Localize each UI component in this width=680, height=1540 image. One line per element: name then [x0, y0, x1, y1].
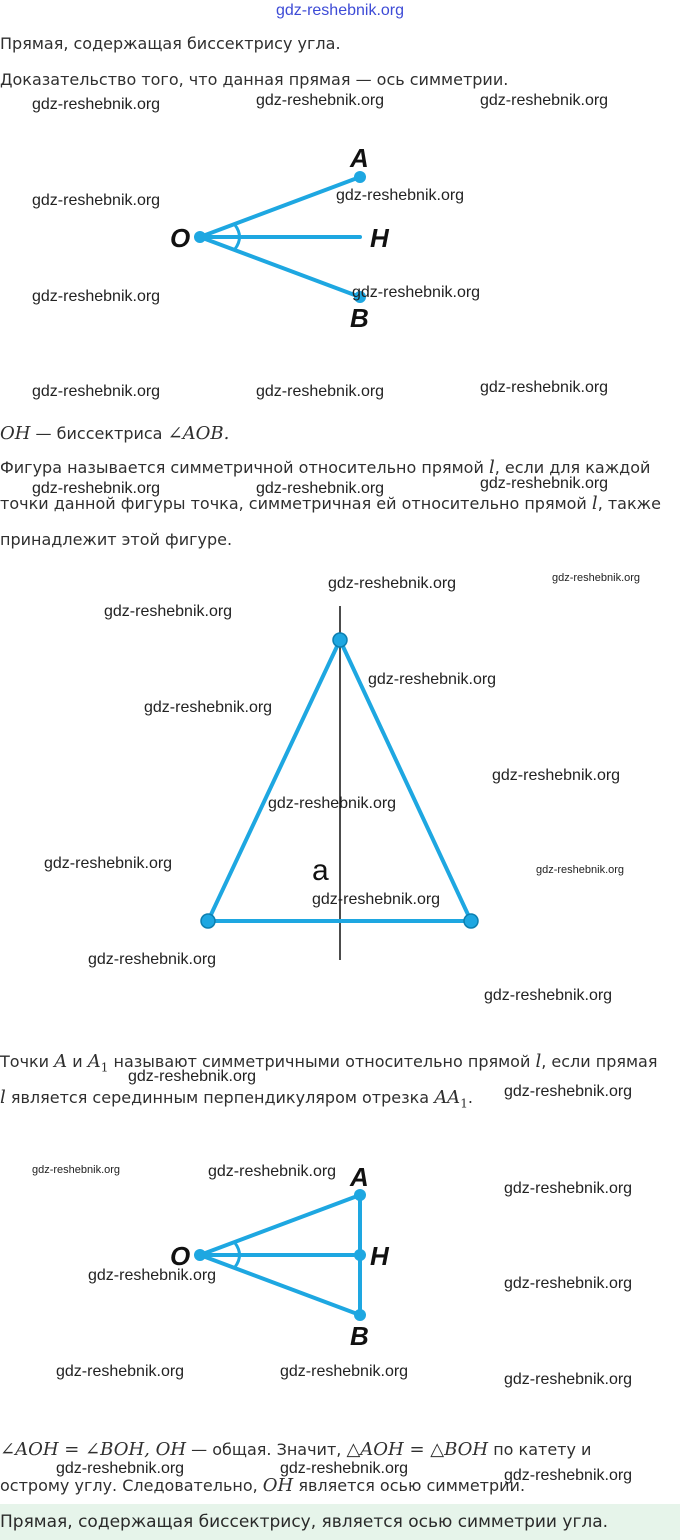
text-line-2: Доказательство того, что данная прямая — ось симметрии.	[0, 70, 509, 89]
label-o: O	[170, 1241, 191, 1271]
math-oh: OH	[262, 1475, 294, 1496]
proof-text-3: острому углу. Следовательно,	[0, 1476, 263, 1495]
math-aa1-base: AA	[434, 1087, 461, 1108]
conclusion-text: Прямая, содержащая биссектрису, является осью симметрии угла.	[0, 1512, 609, 1532]
math-l: l	[488, 457, 495, 478]
math-aa1-sub: 1	[460, 1096, 468, 1111]
watermark: gdz-reshebnik.org	[536, 864, 625, 876]
proof-text-4: является осью симметрии.	[293, 1476, 526, 1495]
watermark: gdz-reshebnik.org	[504, 1275, 633, 1292]
point-o	[194, 231, 206, 243]
proof-text-2: по катету и	[488, 1440, 592, 1459]
watermark: gdz-reshebnik.org	[504, 1371, 633, 1388]
label-a: A	[350, 143, 369, 173]
watermark: gdz-reshebnik.org	[44, 855, 173, 872]
point-o	[194, 1249, 206, 1261]
math-angles-equal: ∠AOH = ∠BOH, OH	[0, 1439, 187, 1460]
point-b	[354, 1309, 366, 1321]
def-text-1: Фигура называется симметричной относительно прямой	[0, 458, 489, 477]
def-text-4: , также	[597, 494, 661, 513]
watermark: gdz-reshebnik.org	[56, 1363, 185, 1380]
axis-label-a: a	[312, 854, 329, 887]
figure-angle-bisector	[0, 130, 680, 340]
watermark: gdz-reshebnik.org	[256, 480, 385, 497]
math-triangles-equal: △AOH = △BOH	[346, 1439, 489, 1460]
watermark: gdz-reshebnik.org	[484, 987, 613, 1004]
sym-text-3: , если прямая	[541, 1052, 658, 1071]
bisector-statement	[0, 424, 229, 444]
watermark: gdz-reshebnik.org	[504, 1180, 633, 1197]
math-l: l	[535, 1051, 542, 1072]
watermark: gdz-reshebnik.org	[312, 891, 441, 908]
watermark: gdz-reshebnik.org	[256, 383, 385, 400]
watermark: gdz-reshebnik.org	[32, 480, 161, 497]
watermark: gdz-reshebnik.org	[280, 1363, 409, 1380]
math-oh: OH	[0, 423, 31, 444]
watermark: gdz-reshebnik.org	[88, 1267, 217, 1284]
watermark: gdz-reshebnik.org	[88, 951, 217, 968]
watermark: gdz-reshebnik.org	[480, 475, 609, 492]
watermark: gdz-reshebnik.org	[32, 192, 161, 209]
watermark: gdz-reshebnik.org	[504, 1083, 633, 1100]
watermark: gdz-reshebnik.org	[256, 92, 385, 109]
proof-text-1: — общая. Значит,	[186, 1440, 347, 1459]
symmetric-points-line-2	[0, 1088, 473, 1114]
math-a1-base: A	[87, 1051, 101, 1072]
math-a1	[87, 1051, 109, 1075]
def-text-2: , если для каждой	[494, 458, 651, 477]
label-a: A	[350, 1162, 369, 1192]
watermark: gdz-reshebnik.org	[268, 795, 397, 812]
proof-line-2	[0, 1476, 525, 1496]
watermark: gdz-reshebnik.org	[552, 572, 641, 584]
ray-oa	[200, 1195, 360, 1255]
sym-text-1: Точки	[0, 1052, 55, 1071]
watermark: gdz-reshebnik.org	[104, 603, 233, 620]
watermark: gdz-reshebnik.org	[328, 575, 457, 592]
header-watermark[interactable]: gdz-reshebnik.org	[275, 2, 405, 19]
ray-oa	[200, 177, 360, 237]
label-b: B	[350, 1321, 369, 1351]
proof-line-1	[0, 1440, 591, 1460]
watermark: gdz-reshebnik.org	[336, 187, 465, 204]
watermark: gdz-reshebnik.org	[480, 379, 609, 396]
bisector-word: — биссектриса	[30, 424, 168, 443]
math-a1-sub: 1	[100, 1060, 109, 1075]
watermark: gdz-reshebnik.org	[480, 92, 609, 109]
ray-ob	[200, 237, 360, 297]
vertex-left	[201, 914, 215, 928]
watermark: gdz-reshebnik.org	[32, 383, 161, 400]
watermark: gdz-reshebnik.org	[352, 284, 481, 301]
sym-text-4: является серединным перпендикуляром отрезка	[5, 1088, 435, 1107]
vertex-top	[333, 633, 347, 647]
watermark: gdz-reshebnik.org	[504, 1467, 633, 1484]
watermark: gdz-reshebnik.org	[56, 1460, 185, 1477]
sym-text-2: называют симметричными относительно прямой	[108, 1052, 536, 1071]
def-text-3: точки данной фигуры точка, симметричная ей относительно прямой	[0, 494, 592, 513]
ray-ob	[200, 1255, 360, 1315]
label-b: B	[350, 303, 369, 333]
math-angle-aob: ∠AOB.	[167, 423, 230, 444]
symmetric-points-line-1	[0, 1052, 657, 1078]
watermark: gdz-reshebnik.org	[280, 1460, 409, 1477]
label-h: H	[370, 1241, 389, 1271]
math-l: l	[591, 493, 598, 514]
sym-and: и	[67, 1052, 88, 1071]
watermark: gdz-reshebnik.org	[208, 1163, 337, 1180]
watermark: gdz-reshebnik.org	[32, 1164, 121, 1176]
watermark: gdz-reshebnik.org	[32, 96, 161, 113]
figure-triangle-axis	[0, 600, 680, 970]
watermark: gdz-reshebnik.org	[368, 671, 497, 688]
math-aa1	[434, 1087, 468, 1111]
vertex-right	[464, 914, 478, 928]
definition-line-3: принадлежит этой фигуре.	[0, 530, 233, 549]
watermark: gdz-reshebnik.org	[32, 288, 161, 305]
math-l: l	[0, 1087, 6, 1108]
math-a: A	[54, 1051, 68, 1072]
watermark: gdz-reshebnik.org	[128, 1068, 257, 1085]
label-h: H	[370, 223, 389, 253]
watermark: gdz-reshebnik.org	[492, 767, 621, 784]
text-line-1: Прямая, содержащая биссектрису угла.	[0, 34, 341, 53]
watermark: gdz-reshebnik.org	[144, 699, 273, 716]
point-h	[354, 1249, 366, 1261]
sym-end: .	[467, 1088, 473, 1107]
label-o: O	[170, 223, 191, 253]
conclusion-banner	[0, 1504, 680, 1540]
